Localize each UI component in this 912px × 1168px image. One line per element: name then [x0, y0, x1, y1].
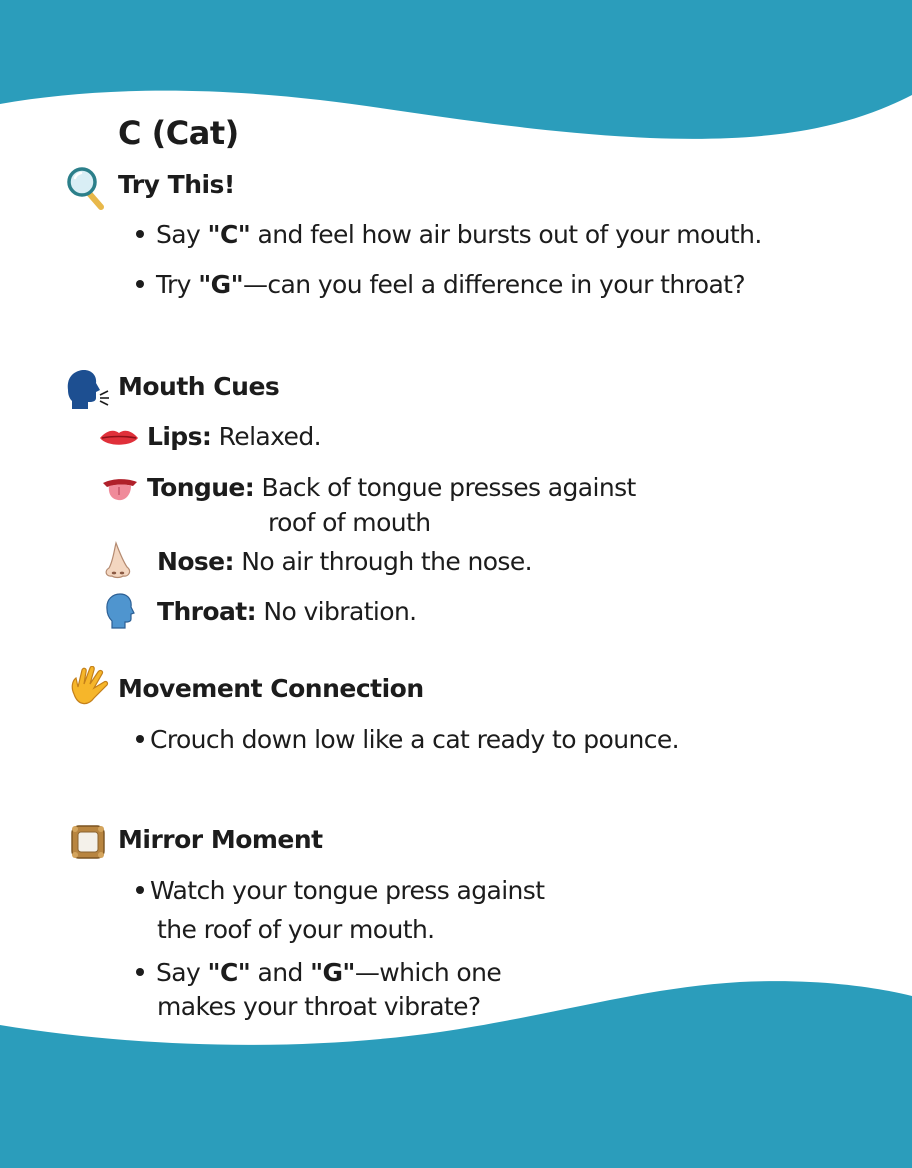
mirror-item-1: Watch your tongue press against [136, 876, 544, 905]
try-this-heading: Try This! [118, 170, 235, 199]
cue-label: Tongue: [147, 473, 255, 502]
vulcan-hand-icon [66, 666, 110, 710]
head-profile-icon [103, 593, 135, 629]
mirror-heading: Mirror Moment [118, 825, 323, 854]
mirror-item-2-line-2: makes your throat vibrate? [157, 992, 481, 1021]
movement-item-1: Crouch down low like a cat ready to pounce. [136, 725, 679, 754]
bullet [136, 280, 144, 288]
lips-icon [99, 428, 139, 448]
page-title: C (Cat) [118, 114, 239, 152]
cue-text: Back of tongue presses against [261, 473, 636, 502]
cue-text: No vibration. [263, 597, 417, 626]
mirror-item-2: Say "C" and "G"—which one [136, 958, 501, 987]
magnifying-glass-icon [66, 166, 106, 210]
mirror-icon [69, 823, 107, 861]
tongue-icon [101, 477, 139, 503]
cue-text: No air through the nose. [241, 547, 532, 576]
speaking-head-icon [64, 368, 110, 410]
cue-text: Relaxed. [218, 422, 321, 451]
bullet [136, 230, 144, 238]
movement-heading: Movement Connection [118, 674, 424, 703]
mouth-cues-heading: Mouth Cues [118, 372, 280, 401]
cue-tongue-line-2: roof of mouth [268, 508, 431, 537]
cue-label: Nose: [157, 547, 234, 576]
cue-tongue [147, 473, 636, 502]
try-this-item-2: Try "G"—can you feel a difference in your throat? [136, 270, 745, 299]
cue-throat [157, 597, 417, 626]
cue-lips [147, 422, 321, 451]
cue-nose [157, 547, 532, 576]
bullet [136, 968, 144, 976]
mirror-item-1-line-2: the roof of your mouth. [157, 915, 435, 944]
nose-icon [101, 541, 135, 579]
bullet [136, 735, 144, 743]
cue-label: Throat: [157, 597, 256, 626]
bullet [136, 886, 144, 894]
try-this-item-1: Say "C" and feel how air bursts out of your mouth. [136, 220, 762, 249]
cue-label: Lips: [147, 422, 212, 451]
